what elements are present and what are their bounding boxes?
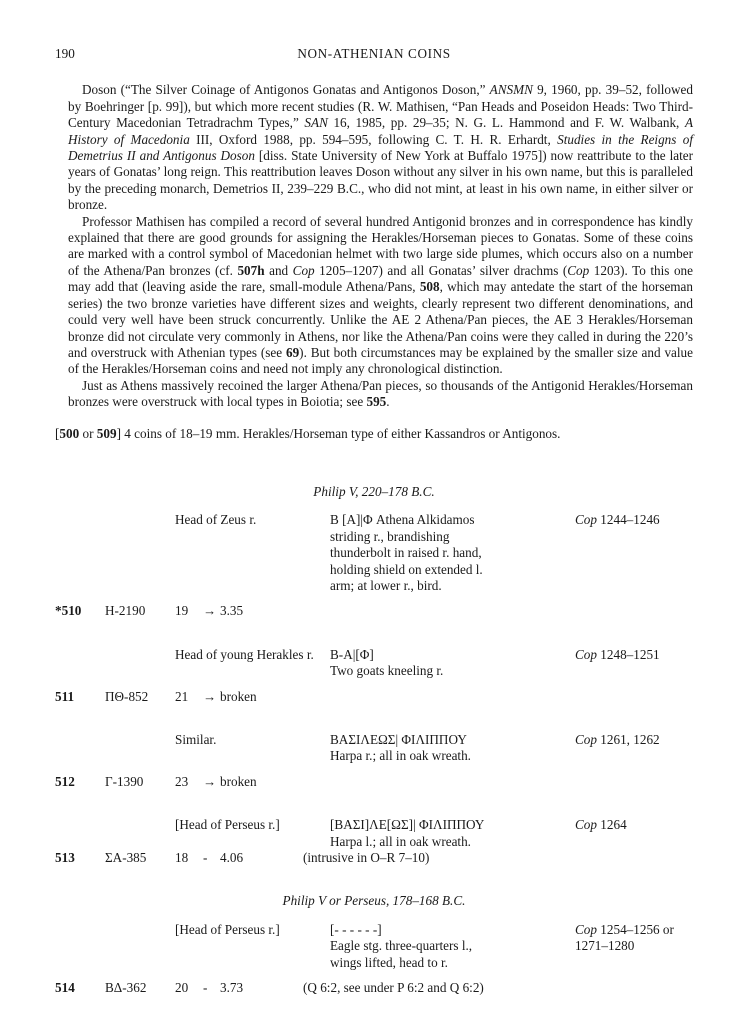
measurements [175,774,330,790]
paragraph-doson-attribution: Doson (“The Silver Coinage of Antigonos Gonatas and Antigonos Doson,” ANSMN 9, 1960, pp. 39–52, followed by Boehringer [p. 99]), but which more recent studies (R. W. Mathisen, “Pan Heads and Poseidon Heads: Two Third-Century Macedonian Tetradrachm Types,” SAN 16, 1985, pp. 29–35; N. G. L. Hammond and F. W. Walbank, A History of Macedonia III, Oxford 1988, pp. 594–595, following C. T. H. R. Erhardt, Studies in the Reigns of Demetrius II and Antigonus Doson [diss. State University of New York at Buffalo 1975]) now reattribute to the later years of Gonatas’ long reign. This reattribution leaves Doson without any silver in his own name, but this is paralleled by the preceding monarch, Demetrios II, 239–229 B.C., who did not mint, at least in his own name, in either silver or bronze. [68,82,694,213]
entry-number: 514 [55,980,75,996]
entry-number: 512 [55,773,75,789]
diameter-value: 20 [175,980,189,996]
inventory-number: ΠΘ-852 [105,688,149,704]
catalog-entry-514 [55,922,693,997]
die-axis-symbol: - [203,850,208,866]
measurements [175,603,330,619]
entry-number: *510 [55,603,82,619]
lot-note: [500 or 509] 4 coins of 18–19 mm. Herakles/Horseman type of either Kassandros or Antigonos. [55,425,561,441]
diameter-value: 19 [175,603,189,619]
reverse-description: ΒΑΣΙΛΕΩΣ| ΦΙΛΙΠΠΟΥ Harpa r.; all in oak wreath. [330,732,471,764]
page-header [55,46,693,62]
reverse-description: [- - - - - -] Eagle stg. three-quarters l., wings lifted, head to r. [330,921,473,970]
diameter-value: 21 [175,688,189,704]
diameter-value: 23 [175,773,189,789]
weight-value: 4.06 [220,850,244,866]
entry-data-row [55,689,693,705]
reference-citation: Cop 1244–1246 [575,512,660,528]
catalog-entry-511 [55,647,693,705]
entry-number: 513 [55,850,75,866]
entry-descriptions [55,647,693,680]
obverse-description: Head of Zeus r. [175,512,257,528]
body-text [68,82,693,410]
catalog-entry-510 [55,512,693,619]
entry-note: (Q 6:2, see under P 6:2 and Q 6:2) [303,980,484,996]
inventory-number: H-2190 [105,603,146,619]
reference-citation: Cop 1264 [575,817,627,833]
section-heading-philip-v-or-perseus: Philip V or Perseus, 178–168 B.C. [282,893,466,909]
reference-citation: Cop 1254–1256 or 1271–1280 [575,921,674,954]
measurements [175,689,330,705]
inventory-number: Γ-1390 [105,773,144,789]
weight-value: 3.35 [220,603,244,619]
inventory-number: ΒΔ-362 [105,980,147,996]
paragraph-mathisen-record: Professor Mathisen has compiled a record of several hundred Antigonid bronzes and in correspondence has kindly explained that there are good grounds for assigning the Herakles/Horseman pieces to Gonatas. Some of these coins are marked with a control symbol of Macedonian helmet with two large side plumes, which occurs also on a number of the Athena/Pan bronzes (cf. 507h and Cop 1205–1207) and all Gonatas’ silver drachms (Cop 1203). To this one may add that (leaving aside the rare, small-module Athena/Pans, 508, which may antedate the start of the horseman series) the two bronze varieties have different sizes and weights, clearly represent two different denominations, and could very well have been struck concurrently. Unlike the AE 2 Athena/Pan pieces, the AE 3 Herakles/Horseman bronze did not circulate very commonly in Athens, nor like the Athena/Pan coins were they called in during the 220’s and overstruck with Athenian types (see 69). But both circumstances may be explained by the smaller size and value of the Herakles/Horseman coins and need not imply any chronological distinction. [68,213,694,377]
entry-data-row [55,774,693,790]
paragraph-recoinage: Just as Athens massively recoined the larger Athena/Pan pieces, so thousands of the Antigonid Herakles/Horseman bronzes were overstruck with local types in Boiotia; see 595. [68,377,693,410]
entry-data-row [55,980,693,996]
weight-value: broken [220,688,257,704]
entry-number: 511 [55,688,75,704]
entry-descriptions [55,922,693,971]
running-head: NON-ATHENIAN COINS [297,46,451,61]
obverse-description: Head of young Herakles r. [175,646,314,662]
reverse-description: Β [Α]|Φ Athena Alkidamos striding r., brandishing thunderbolt in raised r. hand, holding shield on extended l. arm; at lower r., bird. [330,512,483,593]
die-axis-symbol: → [203,773,217,789]
inventory-number: ΣΑ-385 [105,850,147,866]
entry-descriptions [55,512,693,594]
reverse-description: [ΒΑΣΙ]ΛΕ[ΩΣ]| ΦΙΛΙΠΠΟΥ Harpa l.; all in oak wreath. [330,817,485,849]
reference-citation: Cop 1261, 1262 [575,732,660,747]
die-axis-symbol: - [203,980,208,996]
obverse-description: Similar. [175,732,217,747]
die-axis-symbol: → [203,603,217,619]
weight-value: broken [220,773,257,789]
entry-descriptions [55,817,693,850]
catalog-entry-513 [55,817,693,866]
section-heading-philip-v: Philip V, 220–178 B.C. [313,483,435,499]
die-axis-symbol: → [203,688,217,704]
entry-note: (intrusive in O–R 7–10) [303,850,430,866]
page-number: 190 [55,46,75,61]
entry-data-row [55,603,693,619]
reference-citation: Cop 1248–1251 [575,646,660,662]
entry-descriptions [55,732,693,765]
diameter-value: 18 [175,850,189,866]
entry-data-row [55,850,693,866]
weight-value: 3.73 [220,980,244,996]
obverse-description: [Head of Perseus r.] [175,817,280,833]
catalog-entry-512 [55,732,693,790]
obverse-description: [Head of Perseus r.] [175,921,280,937]
reverse-description: Β-Α|[Φ] Two goats kneeling r. [330,646,444,679]
